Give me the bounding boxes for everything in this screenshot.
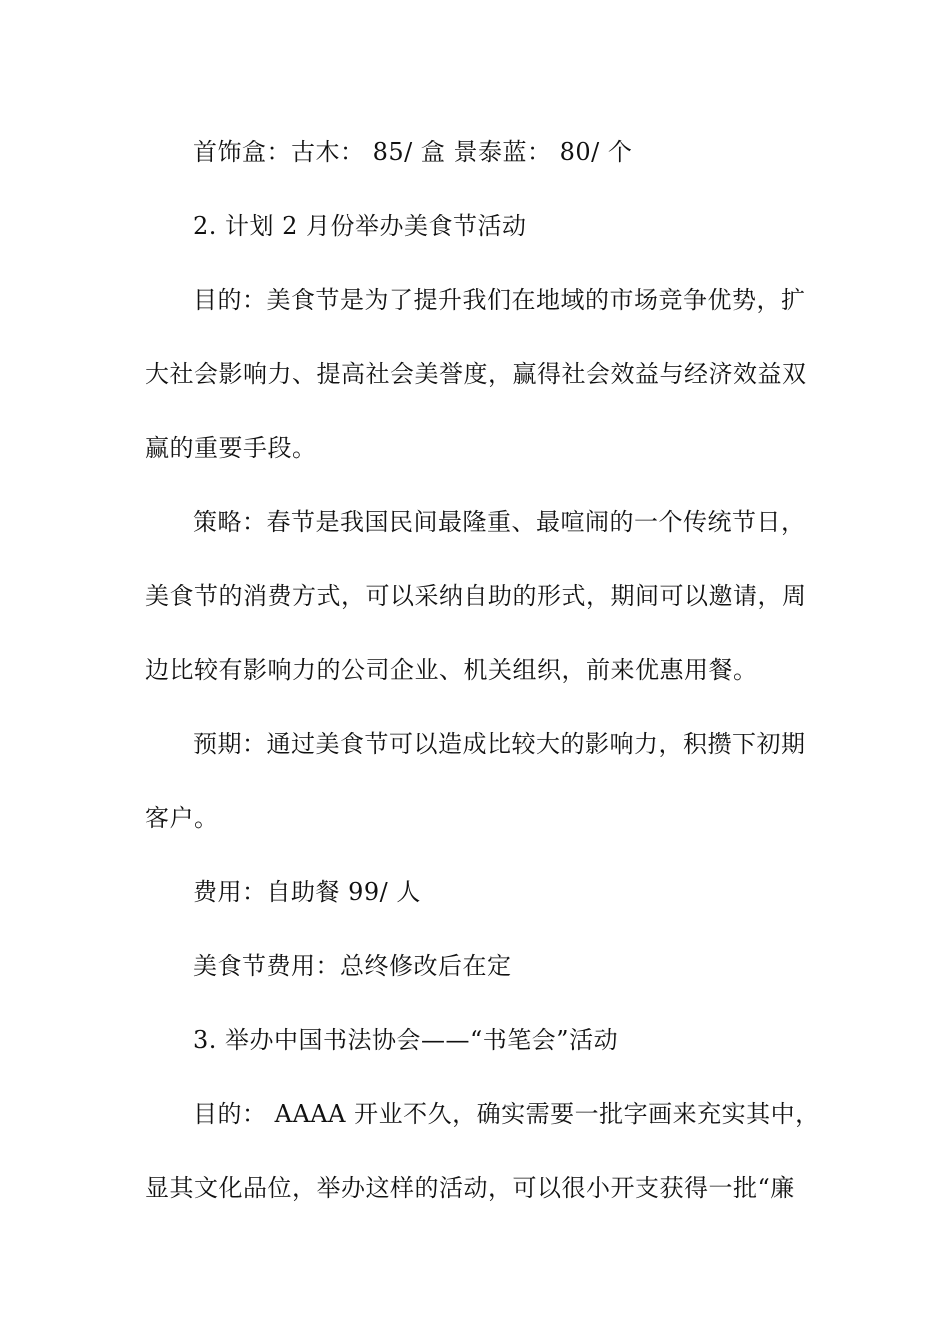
section-3-heading: 3. 举办中国书法协会——“书笔会”活动	[193, 1026, 619, 1054]
paragraph-line: 边比较有影响力的公司企业、机关组织，前来优惠用餐。	[145, 656, 758, 684]
paragraph-line: 目的：美食节是为了提升我们在地域的市场竞争优势，扩	[193, 286, 806, 314]
paragraph-line: 赢的重要手段。	[145, 434, 317, 462]
paragraph-line: 大社会影响力、提高社会美誉度，赢得社会效益与经济效益双	[145, 360, 807, 388]
paragraph-line: 预期：通过美食节可以造成比较大的影响力，积攒下初期	[193, 730, 806, 758]
paragraph-line: 美食节的消费方式，可以采纳自助的形式，期间可以邀请，周	[145, 582, 807, 610]
section-2-heading: 2. 计划 2 月份举办美食节活动	[193, 212, 527, 240]
paragraph-line: 显其文化品位，举办这样的活动，可以很小开支获得一批“廉	[145, 1174, 795, 1202]
cost-line: 费用：自助餐 99/ 人	[193, 878, 421, 906]
paragraph-line: 策略：春节是我国民间最隆重、最喧闹的一个传统节日，	[193, 508, 806, 536]
paragraph-line: 客户。	[145, 804, 219, 832]
paragraph-line: 目的： AAAA 开业不久，确实需要一批字画来充实其中，	[193, 1100, 820, 1128]
cost-note-line: 美食节费用：总终修改后在定	[193, 952, 512, 980]
jewelry-box-price-line: 首饰盒：古木： 85/ 盒 景泰蓝： 80/ 个	[193, 138, 633, 166]
